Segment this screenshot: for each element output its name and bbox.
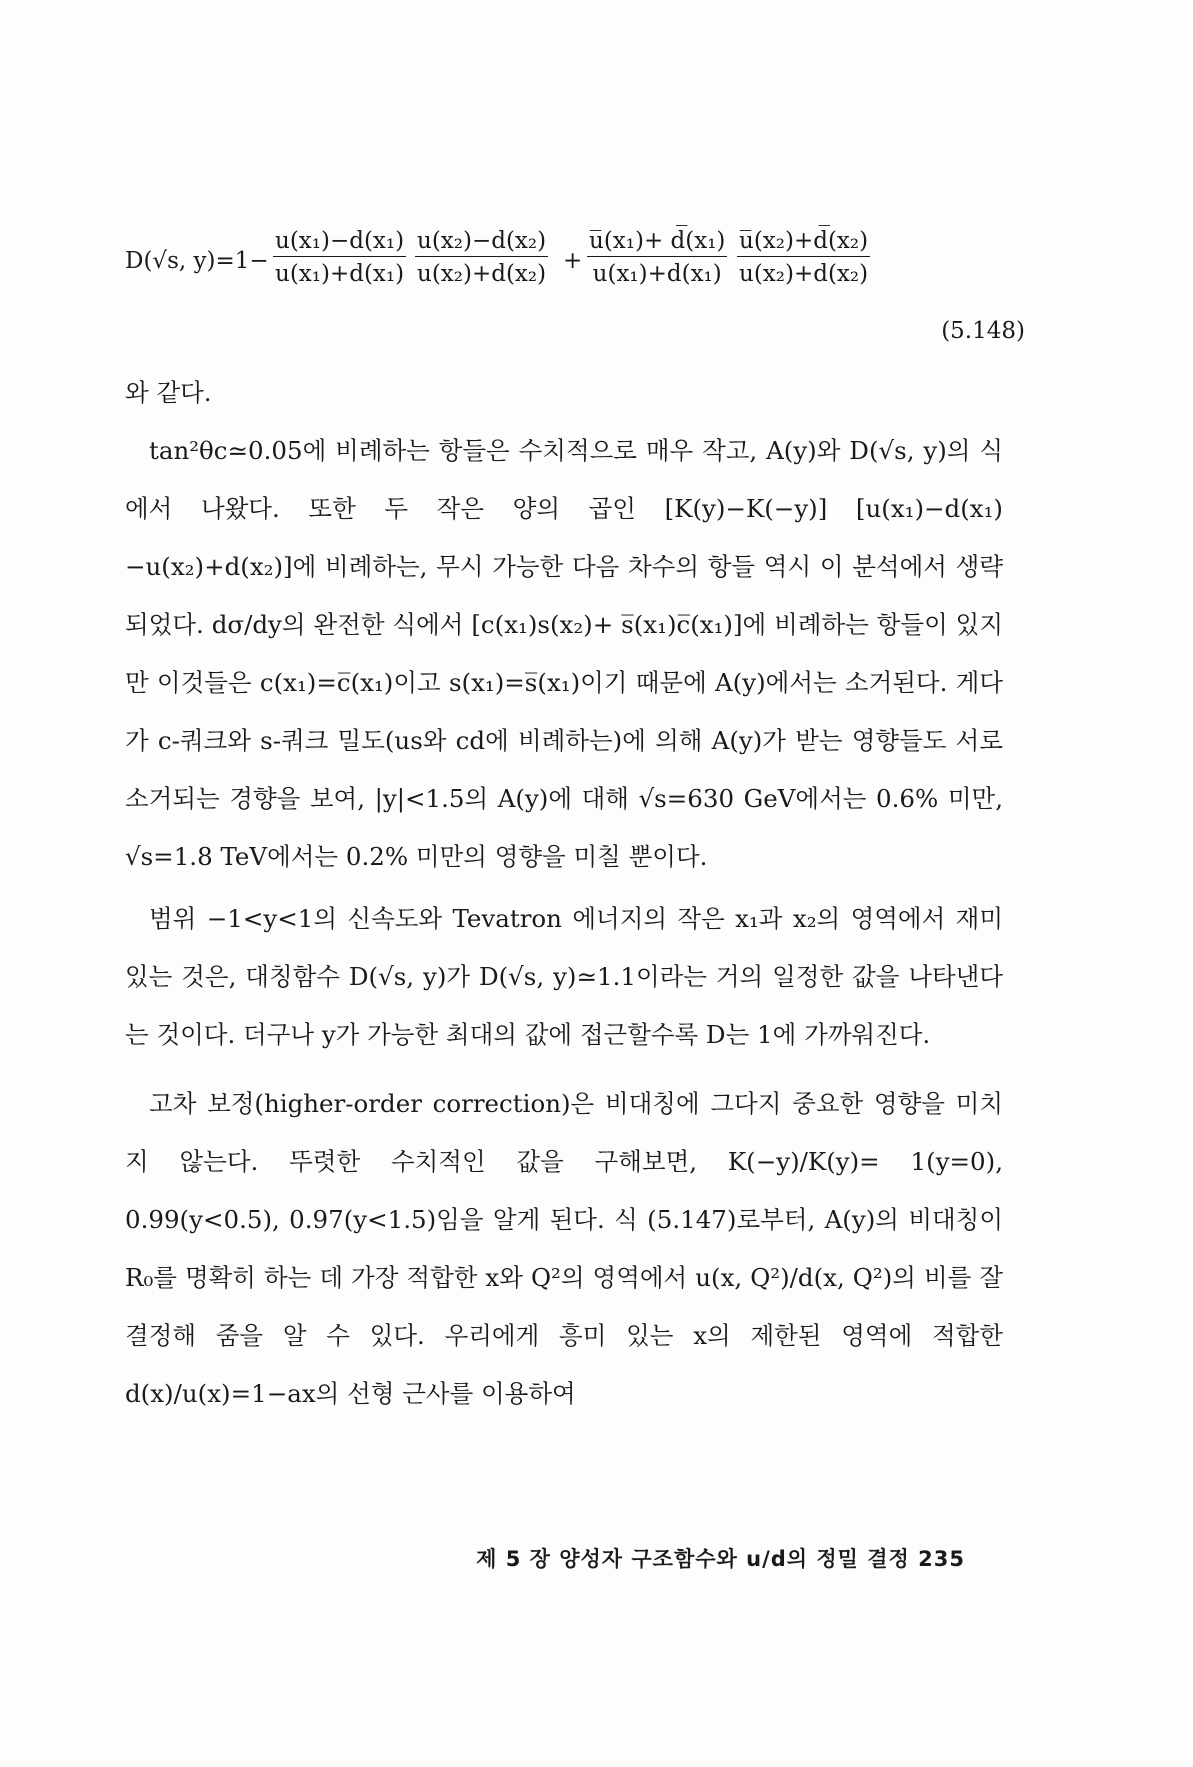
running-footer: 제 5 장 양성자 구조함수와 u/d의 정밀 결정 235	[476, 1547, 965, 1571]
fraction-3	[587, 228, 727, 287]
fraction-1-denominator: u(x₁)+d(x₁)	[275, 261, 405, 287]
fraction-4-denominator: u(x₂)+d(x₂)	[739, 261, 869, 287]
paragraph-1: tan²θc≃0.05에 비례하는 항들은 수치적으로 매우 작고, A(y)와 D(√s, y)의 식에서 나왔다. 또한 두 작은 양의 곱인 [K(y)−K(−y)] [u(x₁)−d(x₁)−u(x₂)+d(x₂)]에 비례하는, 무시 가능한 다음 차수의 항들 역시 이 분석에서 생략되었다. dσ/dy의 완전한 식에서 [c(x₁)s(x₂)+ s̅(x₁)c̅(x₁)]에 비례하는 항들이 있지만 이것들은 c(x₁)=c̅(x₁)이고 s(x₁)=s̅(x₁)이기 때문에 A(y)에서는 소거된다. 게다가 c-쿼크와 s-쿼크 밀도(us와 cd에 비례하는)에 의해 A(y)가 받는 영향들도 서로 소거되는 경향을 보여, |y|<1.5의 A(y)에 대해 √s=630 GeV에서는 0.6% 미만, √s=1.8 TeV에서는 0.2% 미만의 영향을 미칠 뿐이다.	[125, 436, 1003, 871]
fraction-2	[415, 228, 548, 287]
fraction-4	[737, 228, 870, 287]
paragraph-lead: 와 같다.	[125, 378, 212, 407]
fraction-4-numerator: u̅(x₂)+d̅(x₂)	[737, 228, 870, 257]
plus-sign: +	[563, 248, 583, 274]
fraction-1-numerator: u(x₁)−d(x₁)	[273, 228, 406, 257]
equation-number: (5.148)	[941, 318, 1025, 344]
paragraph-3: 고차 보정(higher-order correction)은 비대칭에 그다지 중요한 영향을 미치지 않는다. 뚜렷한 수치적인 값을 구해보면, K(−y)/K(y)= 1(y=0), 0.99(y<0.5), 0.97(y<1.5)임을 알게 된다. 식 (5.147)로부터, A(y)의 비대칭이 R₀를 명확히 하는 데 가장 적합한 x와 Q²의 영역에서 u(x, Q²)/d(x, Q²)의 비를 잘 결정해 줌을 알 수 있다. 우리에게 흥미 있는 x의 제한된 영역에 적합한 d(x)/u(x)=1−ax의 선형 근사를 이용하여	[125, 1089, 1003, 1408]
equation-5-148	[125, 228, 1025, 298]
fraction-2-numerator: u(x₂)−d(x₂)	[415, 228, 548, 257]
fraction-1	[273, 228, 406, 287]
fraction-3-numerator: u̅(x₁)+ d̅(x₁)	[587, 228, 727, 257]
equation-lhs: D(√s, y)=1−	[125, 248, 269, 274]
fraction-3-denominator: u(x₁)+d(x₁)	[592, 261, 722, 287]
fraction-2-denominator: u(x₂)+d(x₂)	[417, 261, 547, 287]
paragraph-2: 범위 −1<y<1의 신속도와 Tevatron 에너지의 작은 x₁과 x₂의 영역에서 재미있는 것은, 대칭함수 D(√s, y)가 D(√s, y)≃1.1이라는 거의 일정한 값을 나타낸다는 것이다. 더구나 y가 가능한 최대의 값에 접근할수록 D는 1에 가까워진다.	[125, 904, 1003, 1049]
